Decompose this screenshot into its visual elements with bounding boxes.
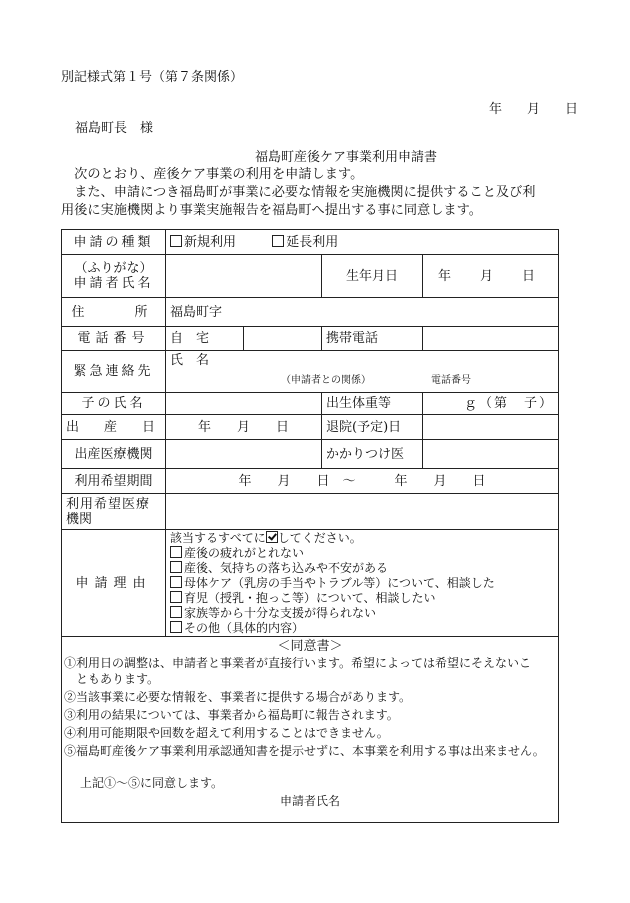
home-label: 自 宅 — [166, 327, 244, 351]
reason-option[interactable] — [170, 591, 554, 606]
reason-text: 母体ケア（乳房の手当やトラブル等）について、相談した — [184, 576, 495, 590]
consent-items — [64, 655, 556, 759]
reason-text: 産後の疲れがとれない — [184, 546, 305, 560]
child-name-field[interactable] — [166, 393, 322, 415]
reason-text: その他（具体的内容） — [184, 621, 305, 635]
consent-section — [62, 637, 559, 823]
row-address — [62, 298, 559, 327]
address-label: 住 所 — [62, 298, 166, 327]
consent-item: ともあります。 — [64, 672, 160, 686]
reason-instruction — [170, 531, 554, 546]
application-form-table — [61, 229, 559, 823]
row-consent — [62, 637, 559, 823]
delivery-value[interactable]: 年 月 日 — [166, 415, 322, 440]
intro-line: 次のとおり、産後ケア事業の利用を申請します。 — [61, 167, 364, 182]
row-hospital — [62, 440, 559, 469]
period-label: 利用希望期間 — [62, 469, 166, 494]
checkbox-icon[interactable] — [170, 576, 182, 588]
row-emergency — [62, 351, 559, 393]
row-facility — [62, 494, 559, 530]
reason-option[interactable] — [170, 606, 554, 621]
checkbox-icon[interactable] — [170, 561, 182, 573]
emergency-field[interactable] — [166, 351, 559, 393]
reason-option[interactable] — [170, 546, 554, 561]
hospital-field[interactable] — [166, 440, 322, 469]
consent-item: ④利用可能期限や回数を超えて利用することはできません。 — [64, 726, 389, 740]
reason-label: 申請理由 — [62, 530, 166, 637]
row-period — [62, 469, 559, 494]
checkbox-icon[interactable] — [170, 546, 182, 558]
checkbox-extension[interactable] — [272, 235, 284, 247]
addressee: 福島町長 様 — [75, 121, 154, 136]
type-new-label: 新規利用 — [184, 234, 237, 250]
date-line: 年 月 日 — [489, 102, 585, 117]
checkbox-icon[interactable] — [170, 606, 182, 618]
consent-agree: 上記①～⑤に同意します。 — [80, 776, 224, 790]
period-value[interactable]: 年 月 日 ～ 年 月 日 — [166, 469, 559, 494]
birth-weight-value[interactable]: ｇ（第 子） — [423, 393, 559, 415]
furigana-label: （ふりがな） — [74, 261, 153, 276]
type-options — [166, 230, 559, 255]
form-label: 別記様式第１号（第７条関係） — [61, 70, 244, 85]
reason-text: 育児（授乳・抱っこ等）について、相談したい — [184, 591, 436, 605]
type-label: 申請の種類 — [62, 230, 166, 255]
child-name-label: 子の氏名 — [62, 393, 166, 415]
reason-text: 産後、気持ちの落ち込みや不安がある — [184, 561, 389, 575]
emergency-name-label: 氏 名 — [170, 353, 210, 368]
mobile-label: 携帯電話 — [322, 327, 423, 351]
birth-label: 生年月日 — [322, 255, 423, 298]
row-application-type — [62, 230, 559, 255]
reason-text: 家族等から十分な支援が得られない — [184, 606, 377, 620]
reason-option[interactable] — [170, 621, 554, 636]
consent-item: ③利用の結果については、事業者から福島町に報告されます。 — [64, 708, 399, 722]
emergency-relation-label: （申請者との関係） — [281, 375, 371, 386]
document-title: 福島町産後ケア事業利用申請書 — [255, 150, 438, 165]
checkbox-new[interactable] — [170, 235, 182, 247]
discharge-label: 退院(予定)日 — [322, 415, 423, 440]
facility-field[interactable] — [166, 494, 559, 530]
phone-label: 電話番号 — [62, 327, 166, 351]
facility-label-line: 利用希望医療 — [66, 496, 151, 512]
row-delivery — [62, 415, 559, 440]
family-doctor-label: かかりつけ医 — [322, 440, 423, 469]
emergency-label: 緊急連絡先 — [62, 351, 166, 393]
reason-option[interactable] — [170, 576, 554, 591]
row-applicant-name — [62, 255, 559, 298]
address-value[interactable]: 福島町字 — [166, 298, 559, 327]
intro-line: 用後に実施機関より事業実施報告を福島町へ提出する事に同意します。 — [61, 203, 482, 218]
discharge-field[interactable] — [423, 415, 559, 440]
mobile-phone-field[interactable] — [423, 327, 559, 351]
intro-text — [61, 166, 535, 220]
signature-label: 申請者氏名 — [280, 794, 341, 808]
applicant-name-field[interactable] — [166, 255, 322, 298]
reason-intro-a: 該当するすべてに — [170, 531, 266, 545]
reason-field — [166, 530, 559, 637]
type-ext-label: 延長利用 — [286, 234, 339, 250]
birth-value[interactable]: 年 月 日 — [423, 255, 559, 298]
consent-item: ⑤福島町産後ケア事業利用承認通知書を提示せずに、本事業を利用する事は出来ません。 — [64, 744, 545, 758]
consent-heading: ＜同意書＞ — [277, 639, 343, 654]
applicant-name-label — [62, 255, 166, 298]
delivery-label: 出 産 日 — [62, 415, 166, 440]
emergency-phone-label: 電話番号 — [431, 375, 471, 386]
facility-label — [62, 494, 166, 530]
family-doctor-field[interactable] — [423, 440, 559, 469]
birth-weight-label: 出生体重等 — [322, 393, 423, 415]
home-phone-field[interactable] — [244, 327, 322, 351]
hospital-label: 出産医療機関 — [62, 440, 166, 469]
consent-item: ②当該事業に必要な情報を、事業者に提供する場合があります。 — [64, 690, 412, 704]
consent-item: ①利用日の調整は、申請者と事業者が直接行います。希望によっては希望にそえないこ — [64, 656, 532, 670]
name-label: 申請者氏名 — [73, 276, 154, 291]
checkbox-icon[interactable] — [170, 591, 182, 603]
row-child — [62, 393, 559, 415]
reason-option[interactable] — [170, 561, 554, 576]
checked-box-icon — [266, 531, 278, 543]
intro-line: また、申請につき福島町が事業に必要な情報を実施機関に提供すること及び利 — [61, 185, 536, 200]
checkbox-icon[interactable] — [170, 621, 182, 633]
row-reason — [62, 530, 559, 637]
reason-intro-b: してください。 — [277, 531, 362, 545]
row-phone — [62, 327, 559, 351]
facility-label-line: 機関 — [66, 511, 93, 527]
